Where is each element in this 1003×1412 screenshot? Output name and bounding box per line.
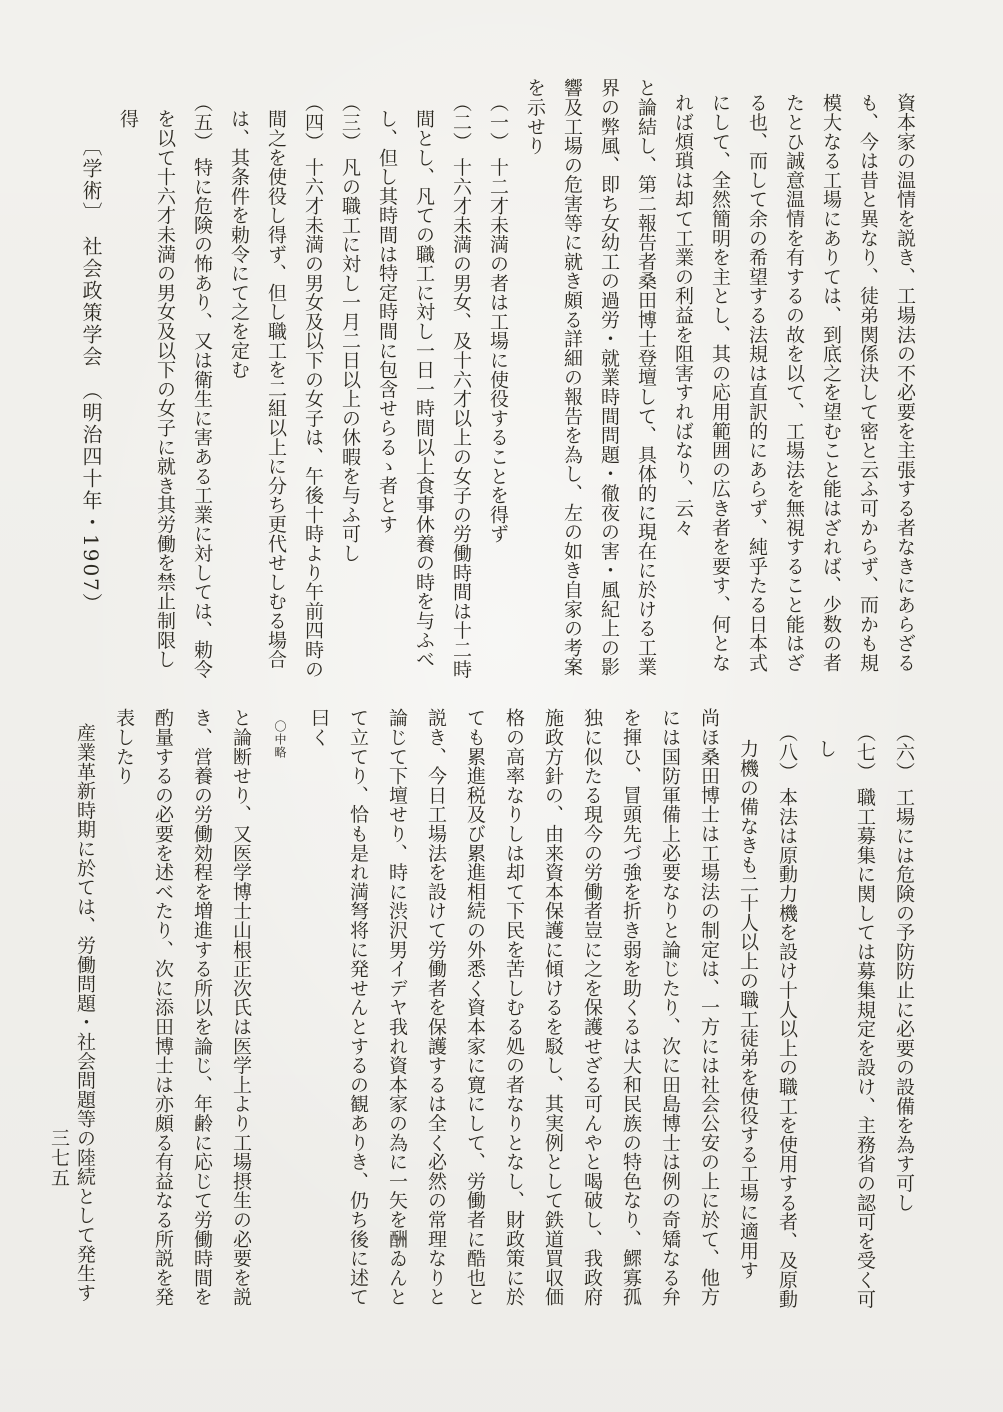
list-item-column: （四） 十六才未満の男女及以下の女子は、午後十時より午前四時の: [302, 93, 324, 679]
text-column: 尚ほ桑田博士は工場法の制定は、一方には社会公安の上に於て、他方: [698, 708, 720, 1307]
list-item-column: （六） 工場には危険の予防防止に必要の設備を為す可し: [893, 723, 915, 1212]
text-column: を揮ひ、冒頭先づ強を折き弱を助くるは大和民族の特色なり、鰥寡孤: [620, 708, 642, 1307]
text-column: 説き、今日工場法を設けて労働者を保護するは全く必然の常理なりと: [425, 708, 447, 1307]
text-column: 酌量するの必要を述べたり、次に添田博士は亦頗る有益なる所説を発: [152, 708, 174, 1307]
list-item-column: （三） 凡の職工に対し一月二日以上の休暇を与ふ可し: [339, 93, 361, 563]
text-column: ても累進税及び累進相続の外悉く資本家に寛にして、労働者に酷也と: [464, 708, 486, 1307]
text-column: 施政方針の、由来資本保護に傾けるを駁し、其実例として鉄道買収価: [542, 708, 564, 1307]
text-column: たとひ誠意温情を有するの故を以て、工場法を無視すること能はざ: [783, 93, 805, 672]
section-heading: 〔学術〕 社会政策学会 （明治四十年・1907）: [79, 136, 103, 615]
text-column: 界の弊風、即ち女幼工の過労・就業時間問題・徹夜の害・風紀上の影: [598, 78, 620, 677]
list-item-continuation: を以て十六才未満の男女及以下の女子に就き其労働を禁止制限し: [154, 109, 176, 669]
list-item-continuation: 力機の備なきも二十人以上の職工徒弟を使役する工場に適用す: [737, 739, 759, 1280]
text-column: 曰く: [308, 708, 330, 747]
text-column: て立てり、恰も是れ満弩将に発せんとするの観ありき、仍ち後に述て: [347, 708, 369, 1307]
list-item-column: （七） 職工募集に関しては募集規定を設け、主務省の認可を受く可: [854, 723, 876, 1309]
list-item-column: （八） 本法は原動力機を設け十人以上の職工を使用する者、及原動: [776, 723, 798, 1309]
list-item-continuation: は、其条件を勅令にて之を定む: [228, 109, 250, 380]
bottom-text-block: [65, 708, 923, 1356]
page-number: 三七五: [48, 1128, 70, 1188]
list-item-continuation: 間之を使役し得ず、但し職工を二組以上に分ち更代せしむる場合: [265, 109, 287, 669]
text-column: れば煩瑣は却て工業の利益を阻害すればなり、云々: [672, 93, 694, 537]
text-column: 表したり: [113, 708, 135, 786]
list-item-continuation: し、但し其時間は特定時間に包含せらるゝ者とす: [376, 109, 398, 534]
text-column: 格の高率なりしは却て下民を苦しむる処の者なりとなし、財政策に於: [503, 708, 525, 1307]
text-column: 独に似たる現今の労働者豈に之を保護せざる可んやと喝破し、我政府: [581, 708, 603, 1307]
list-item-continuation: 得: [117, 109, 139, 129]
text-column: と論断せり、又医学博士山根正次氏は医学上より工場摂生の必要を説: [230, 708, 252, 1307]
list-item-column: （一） 十二才未満の者は工場に使役することを得ず: [487, 93, 509, 544]
text-column: 響及工場の危害等に就き頗る詳細の報告を為し、左の如き自家の考案: [561, 78, 583, 677]
omission-note: 〇中略: [273, 720, 287, 759]
list-item-continuation: し: [815, 739, 837, 759]
text-column: き、営養の労働効程を増進する所以を論じ、年齢に応じて労働時間を: [191, 708, 213, 1307]
list-item-continuation: 間とし、凡ての職工に対し一日一時間以上食事休養の時を与ふべ: [413, 109, 435, 669]
text-column: 論じて下壇せり、時に渋沢男イデヤ我れ資本家の為に一矢を酬ゐんと: [386, 708, 408, 1307]
text-column: には国防軍備上必要なりと論じたり、次に田島博士は例の奇矯なる弁: [659, 708, 681, 1307]
text-column: を示せり: [524, 78, 546, 156]
text-column: も、今は昔と異なり、徒弟関係決して密と云ふ可からず、而かも規: [857, 93, 879, 672]
text-column: にして、全然簡明を主とし、其の応用範囲の広き者を要す、何とな: [709, 93, 731, 672]
text-column: 産業革新時期に於ては、労働問題・社会問題等の陸続として発生す: [74, 723, 96, 1302]
list-item-column: （二） 十六才未満の男女、及十六才以上の女子の労働時間は十二時: [450, 93, 472, 679]
text-column: と論結し、第二報告者桑田博士登壇して、具体的に現在に於ける工業: [635, 78, 657, 677]
list-item-column: （五） 特に危険の怖あり、又は衛生に害ある工業に対しては、勅令: [191, 93, 213, 679]
top-text-block: [72, 78, 923, 690]
text-column: る也、而して余の希望する法規は直訳的にあらず、純乎たる日本式: [746, 93, 768, 672]
text-column: 模大なる工場にありては、到底之を望むこと能はざれば、少数の者: [820, 93, 842, 672]
text-column: 資本家の温情を説き、工場法の不必要を主張する者なきにあらざる: [894, 93, 916, 672]
